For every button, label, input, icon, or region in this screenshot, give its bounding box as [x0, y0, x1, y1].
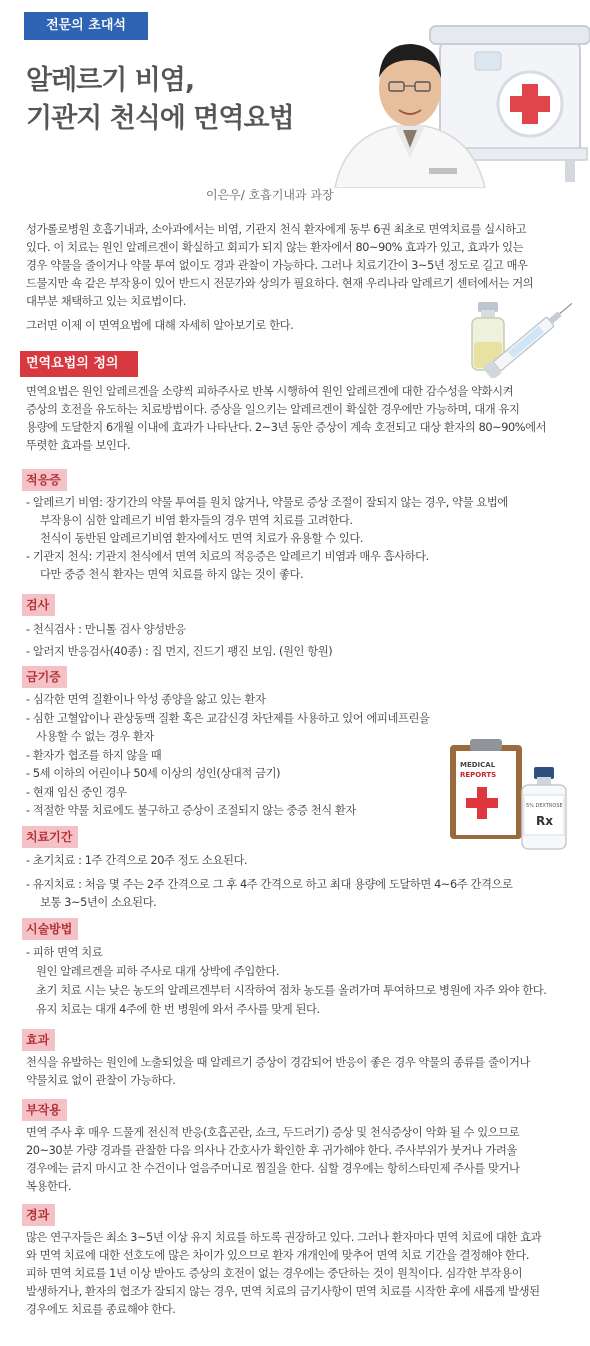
list-item: - 심한 고혈압이나 관상동맥 질환 혹은 교감신경 차단제를 사용하고 있어 에피네프린을	[26, 711, 430, 725]
list-item: - 환자가 협조를 하지 않을 때	[26, 748, 162, 762]
effect-paragraph	[26, 1054, 530, 1090]
side-effects-paragraph	[26, 1124, 520, 1196]
section-tag-contraindications: 금기증	[22, 666, 67, 688]
contraindications-list	[26, 691, 430, 821]
article-title	[26, 62, 294, 138]
section-tag-effect: 효과	[22, 1029, 55, 1051]
vial-rx: Rx	[536, 814, 553, 828]
intro-line: 드물지만 쇽 같은 부작용이 있어 반드시 전문가와 상의가 필요하다. 현재 우리나라 알레르기 센터에서는 거의	[26, 277, 534, 290]
side-effects-line: 복용한다.	[26, 1180, 72, 1193]
medical-reports-illustration	[444, 737, 570, 855]
list-item: 원인 알레르겐을 피하 주사로 대개 상박에 주입한다.	[36, 965, 280, 978]
intro-line: 대부분 채택하고 있는 치료법이다.	[26, 295, 186, 308]
list-item: - 알러지 반응검사(40종) : 집 먼지, 진드기 팽진 보임. (원인 항원)	[26, 645, 333, 658]
list-item: 사용할 수 없는 경우 환자	[36, 730, 154, 743]
indications-list	[26, 494, 508, 584]
list-item: - 현재 임신 중인 경우	[26, 785, 127, 799]
list-item: 유지 치료는 대개 4주에 한 번 병원에 와서 주사를 맞게 된다.	[36, 1003, 320, 1016]
report-text-1: MEDICAL	[460, 761, 496, 769]
title-line-1: 알레르기 비염,	[26, 65, 195, 96]
list-item: - 초기치료 : 1주 간격으로 20주 정도 소요된다.	[26, 854, 248, 867]
list-item: 천식이 동반된 알레르기비염 환자에서도 면역 치료가 유용할 수 있다.	[40, 532, 364, 545]
list-item: 다만 중증 천식 환자는 면역 치료를 하지 않는 것이 좋다.	[40, 568, 304, 581]
title-line-2: 기관지 천식에 면역요법	[26, 103, 294, 134]
course-line: 발생하거나, 환자의 협조가 잘되지 않는 경우, 면역 치료의 금기사항이 면역 치료를 시작한 후에 새롭게 발생된	[26, 1285, 540, 1298]
syringe-vial-illustration	[466, 292, 572, 378]
course-paragraph	[26, 1229, 541, 1319]
list-item: - 심각한 면역 질환이나 악성 종양을 앓고 있는 환자	[26, 693, 266, 706]
definition-line: 면역요법은 원인 알레르겐을 소량씩 피하주사로 반복 시행하여 원인 알레르겐에 대한 감수성을 약화시켜	[26, 385, 514, 398]
effect-line: 천식을 유발하는 원인에 노출되었을 때 알레르기 증상이 경감되어 반응이 좋은 경우 약물의 종류를 줄이거나	[26, 1056, 531, 1069]
clipboard-icon	[450, 739, 522, 839]
course-line: 와 면역 치료에 대한 선호도에 많은 차이가 있으므로 환자 개개인에 맞추어 면역 치료 기간을 결정해야 한다.	[26, 1249, 530, 1262]
intro-closing-line: 그러면 이제 이 면역요법에 대해 자세히 알아보기로 한다.	[26, 319, 294, 332]
side-effects-line: 면역 주사 후 매우 드물게 전신적 반응(호흡곤란, 쇼크, 두드러기) 증상 및 천식증상이 악화 될 수 있으므로	[26, 1126, 520, 1139]
section-tag-tests: 검사	[22, 594, 55, 616]
course-line: 피하 면역 치료를 1년 이상 받아도 증상의 호전이 없는 경우에는 중단하는 것이 원칙이다. 심각한 부작용이	[26, 1267, 523, 1280]
side-effects-line: 20~30분 가량 경과를 관찰한 다음 의사나 간호사가 확인한 후 귀가해야 한다. 주사부위가 붓거나 가려울	[26, 1144, 517, 1157]
author-credit: 이은우/ 호흡기내과 과장	[206, 188, 334, 202]
vial-label: 5% DEXTROSE	[526, 803, 563, 809]
section-heading-definition: 면역요법의 정의	[20, 351, 138, 377]
intro-closing	[26, 317, 293, 335]
definition-line: 증상의 호전을 유도하는 치료방법이다. 증상을 일으키는 알레르겐이 확실한 경우에만 가능하며, 대개 유지	[26, 403, 520, 416]
doctor-hospital-illustration	[325, 8, 590, 188]
section-tag-course: 경과	[22, 1204, 55, 1226]
side-effects-line: 경우에는 긁지 마시고 찬 수건이나 얼음주머니로 찜질을 한다. 심할 경우에는 항히스타민제 주사를 맞거나	[26, 1162, 520, 1175]
list-item: - 유지치료 : 처음 몇 주는 2주 간격으로 그 후 4주 간격으로 하고 최대 용량에 도달하면 4~6주 간격으로	[26, 878, 513, 891]
section-tag-side-effects: 부작용	[22, 1099, 67, 1121]
section-tag-method: 시술방법	[22, 918, 78, 940]
method-list	[26, 943, 546, 1019]
list-item: 부작용이 심한 알레르기 비염 환자들의 경우 면역 치료를 고려한다.	[40, 514, 353, 527]
course-line: 경우에도 치료를 종료해야 한다.	[26, 1303, 176, 1316]
list-item: - 피하 면역 치료	[26, 946, 103, 959]
intro-line: 경우 약물을 줄이거나 약물 투여 없이도 경과 관찰이 가능하다. 그러나 치료기간이 3~5년 정도로 길고 매우	[26, 259, 528, 272]
list-item: 초기 치료 시는 낮은 농도의 알레르겐부터 시작하여 점차 농도를 올려가며 투여하므로 병원에 자주 와야 한다.	[36, 984, 547, 997]
list-item: - 적절한 약물 치료에도 불구하고 증상이 조절되지 않는 중증 천식 환자	[26, 804, 356, 817]
period-list	[26, 852, 513, 912]
vial-icon	[522, 767, 566, 849]
intro-line: 성가롤로병원 호흡기내과, 소아과에서는 비염, 기관지 천식 환자에게 동부 6권 최초로 면역치료를 실시하고	[26, 223, 527, 236]
list-item: - 알레르기 비염: 장기간의 약물 투여를 원치 않거나, 약물로 증상 조절이 잘되지 않는 경우, 약물 요법에	[26, 496, 508, 509]
intro-paragraph	[26, 221, 533, 311]
intro-line: 있다. 이 치료는 원인 알레르겐이 확실하고 회피가 되지 않는 환자에서 80~90% 효과가 있고, 효과가 있는	[26, 241, 524, 254]
list-item: - 기관지 천식: 기관지 천식에서 면역 치료의 적응증은 알레르기 비염과 매우 흡사하다.	[26, 550, 429, 563]
list-item: - 5세 이하의 어린이나 50세 이상의 성인(상대적 금기)	[26, 767, 281, 780]
definition-line: 뚜렷한 효과를 보인다.	[26, 439, 131, 452]
report-text-2: REPORTS	[460, 771, 497, 779]
section-tag-period: 치료기간	[22, 826, 78, 848]
list-item: 보통 3~5년이 소요된다.	[40, 896, 157, 909]
tests-list	[26, 619, 332, 663]
definition-paragraph	[26, 383, 546, 455]
section-tag-indications: 적응증	[22, 469, 67, 491]
course-line: 많은 연구자들은 최소 3~5년 이상 유지 치료를 하도록 권장하고 있다. 그러나 환자마다 면역 치료에 대한 효과	[26, 1231, 542, 1244]
column-badge: 전문의 초대석	[24, 12, 148, 40]
effect-line: 약물치료 없이 관찰이 가능하다.	[26, 1074, 176, 1087]
list-item: - 천식검사 : 만니톨 검사 양성반응	[26, 623, 186, 636]
definition-line: 용량에 도달한지 6개월 이내에 효과가 나타난다. 2~3년 동안 증상이 계속 호전되고 대상 환자의 80~90%에서	[26, 421, 547, 434]
